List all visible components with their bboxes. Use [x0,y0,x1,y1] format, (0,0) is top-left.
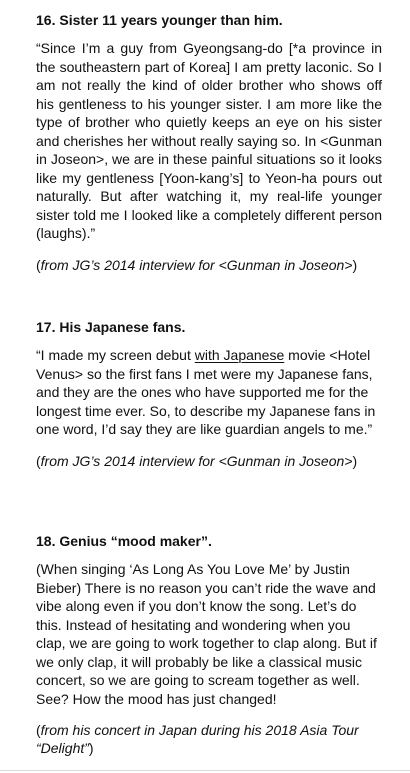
quote-paragraph: “Since I’m a guy from Gyeongsang-do [*a province in the southeastern part of Korea] I am pretty laconic. So I am not really the kind of older brother who shows off his gentleness to his younger sister. I am more like the type of brother who quietly keeps an eye on his sister and cherishes her without really saying so. In <Gunman in Joseon>, we are in these painful situations so it looks like my gentleness [Yoon-kang’s] to Yeon-ha pours out naturally. But after watching it, my real-life younger sister told me I looked like a completely different person (laughs).” [36,40,382,241]
citation-close-paren: ) [352,256,358,273]
section-18 [36,533,382,757]
source-citation [36,452,382,470]
source-citation [36,256,382,274]
citation-close-paren: ) [88,740,94,756]
source-citation [36,721,382,757]
quote-text-start: “I made my screen debut [36,347,195,363]
section-16 [36,12,382,274]
underlined-text: with Japanese [194,347,285,363]
section-heading: 18. Genius “mood maker”. [36,533,212,549]
citation-text: from JG’s 2014 interview for <Gunman in Joseon> [40,256,353,273]
citation-close-paren: ) [352,452,358,469]
citation-text: from JG’s 2014 interview for <Gunman in Joseon> [40,452,353,469]
section-heading: 16. Sister 11 years younger than him. [36,12,283,28]
bottom-divider [0,770,410,771]
quote-text-end: movie <Hotel Venus> so the first fans I met were my Japanese fans, and they are the ones who have supported me for the longest time ever. So, to describe my Japanese fans in one word, I’d say they are like guardian angels to me.” [36,347,376,437]
citation-open-paren: ( [36,722,41,738]
quote-paragraph: (When singing ‘As Long As You Love Me’ by Justin Bieber) There is no reason you can’t ride the wave and vibe along even if you don’t know the song. Let’s do this. Instead of hesitating and wondering when you clap, we are going to work together to clap along. But if we only clap, it will probably be like a classical music concert, so we are going to scream together as well. See? How the mood has just changed! [36,561,377,707]
quote-paragraph [36,346,382,439]
section-17 [36,319,382,470]
section-heading: 17. His Japanese fans. [36,319,186,335]
citation-text: from his concert in Japan during his 2018 Asia Tour “Delight” [36,722,359,756]
citation-open-paren: ( [36,452,41,469]
citation-open-paren: ( [36,256,41,273]
